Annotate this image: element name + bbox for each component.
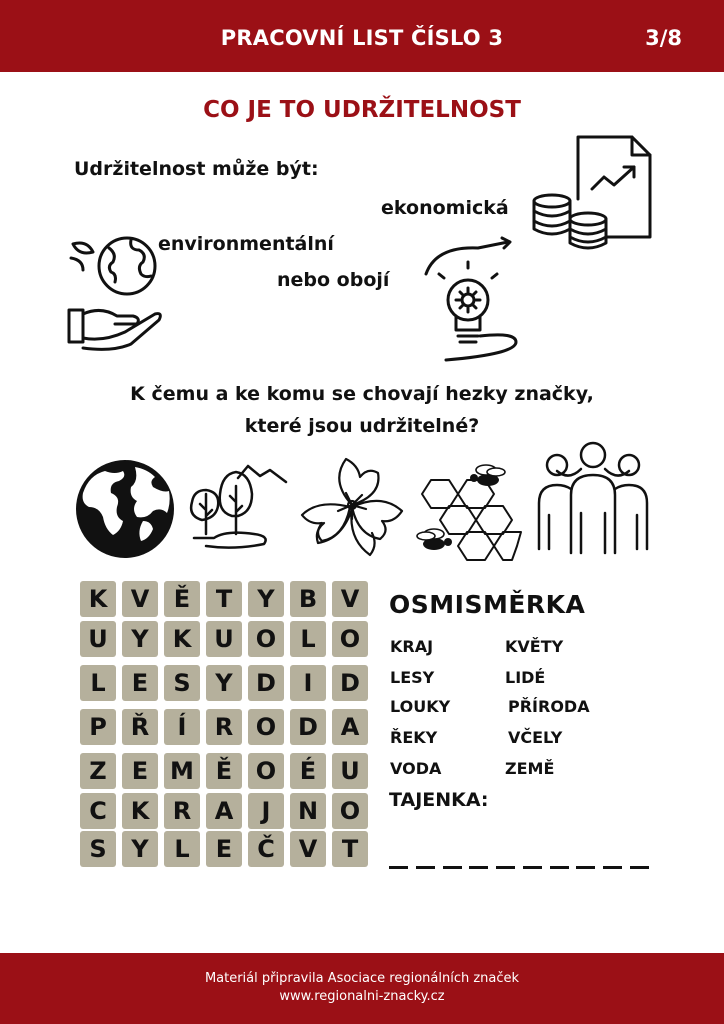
section-heading: CO JE TO UDRŽITELNOST <box>203 97 521 123</box>
grid-cell[interactable]: Y <box>122 621 158 657</box>
header-bar <box>0 0 724 72</box>
grid-cell[interactable]: Y <box>122 831 158 867</box>
idea-bulb-icon <box>422 240 527 362</box>
tajenka-label: TAJENKA: <box>389 789 489 811</box>
grid-cell[interactable]: Ě <box>164 581 200 617</box>
word-item: LOUKY <box>390 697 451 716</box>
grid-cell[interactable]: S <box>164 665 200 701</box>
word-item: VODA <box>390 759 442 778</box>
grid-cell[interactable]: I <box>290 665 326 701</box>
question-line-1: K čemu a ke komu se chovají hezky značky, <box>130 383 594 405</box>
word-item: LESY <box>390 668 435 687</box>
word-item: KRAJ <box>390 637 434 656</box>
grid-cell[interactable]: O <box>248 621 284 657</box>
grid-cell[interactable]: C <box>80 793 116 829</box>
tajenka-answer-blanks[interactable] <box>389 866 649 870</box>
grid-cell[interactable]: E <box>122 753 158 789</box>
word-item: VČELY <box>508 728 563 747</box>
grid-cell[interactable]: P <box>80 709 116 745</box>
grid-cell[interactable]: L <box>80 665 116 701</box>
footer-bar <box>0 953 724 1024</box>
grid-cell[interactable]: L <box>164 831 200 867</box>
grid-cell[interactable]: N <box>290 793 326 829</box>
grid-cell[interactable]: Č <box>248 831 284 867</box>
grid-cell[interactable]: Ě <box>206 753 242 789</box>
word-item: PŘÍRODA <box>508 697 590 716</box>
grid-cell[interactable]: L <box>290 621 326 657</box>
footer-credit: Materiál připravila Asociace regionálních značek <box>204 971 520 986</box>
grid-cell[interactable]: Z <box>80 753 116 789</box>
word-item: ŘEKY <box>390 728 438 747</box>
grid-cell[interactable]: B <box>290 581 326 617</box>
word-item: KVĚTY <box>505 637 564 656</box>
grid-cell[interactable]: K <box>80 581 116 617</box>
grid-cell[interactable]: U <box>206 621 242 657</box>
grid-cell[interactable]: Y <box>248 581 284 617</box>
people-group-icon <box>533 441 653 555</box>
grid-cell[interactable]: O <box>248 753 284 789</box>
grid-cell[interactable]: V <box>332 581 368 617</box>
grid-cell[interactable]: R <box>164 793 200 829</box>
page-number: 3/8 <box>645 26 682 50</box>
type-environmental: environmentální <box>158 233 334 255</box>
grid-cell[interactable]: U <box>80 621 116 657</box>
grid-cell[interactable]: K <box>122 793 158 829</box>
grid-cell[interactable]: E <box>122 665 158 701</box>
intro-text: Udržitelnost může být: <box>74 158 319 180</box>
grid-cell[interactable]: D <box>248 665 284 701</box>
grid-cell[interactable]: D <box>332 665 368 701</box>
grid-cell[interactable]: O <box>248 709 284 745</box>
grid-cell[interactable]: K <box>164 621 200 657</box>
grid-cell[interactable]: A <box>332 709 368 745</box>
word-item: ZEMĚ <box>505 759 555 778</box>
grid-cell[interactable]: U <box>332 753 368 789</box>
grid-cell[interactable]: O <box>332 621 368 657</box>
grid-cell[interactable]: Ř <box>122 709 158 745</box>
type-both: nebo obojí <box>277 269 390 291</box>
grid-cell[interactable]: M <box>164 753 200 789</box>
type-economic: ekonomická <box>381 197 509 219</box>
finance-coins-icon <box>532 133 652 251</box>
grid-cell[interactable]: Y <box>206 665 242 701</box>
grid-cell[interactable]: R <box>206 709 242 745</box>
grid-cell[interactable]: T <box>332 831 368 867</box>
globe-icon <box>73 459 178 559</box>
landscape-trees-icon <box>188 458 293 548</box>
flower-icon <box>296 455 408 565</box>
grid-cell[interactable]: S <box>80 831 116 867</box>
grid-cell[interactable]: O <box>332 793 368 829</box>
grid-cell[interactable]: D <box>290 709 326 745</box>
worksheet-title: PRACOVNÍ LIST ČÍSLO 3 <box>220 26 504 50</box>
grid-cell[interactable]: Í <box>164 709 200 745</box>
grid-cell[interactable]: V <box>290 831 326 867</box>
earth-hand-icon <box>65 228 170 348</box>
footer-website[interactable]: www.regionalni-znacky.cz <box>279 989 445 1004</box>
grid-cell[interactable]: V <box>122 581 158 617</box>
grid-cell[interactable]: É <box>290 753 326 789</box>
grid-cell[interactable]: E <box>206 831 242 867</box>
wordsearch-title: OSMISMĚRKA <box>389 590 586 619</box>
grid-cell[interactable]: J <box>248 793 284 829</box>
question-line-2: které jsou udržitelné? <box>244 415 480 437</box>
word-item: LIDÉ <box>505 668 546 687</box>
bees-honeycomb-icon <box>404 458 524 564</box>
grid-cell[interactable]: A <box>206 793 242 829</box>
grid-cell[interactable]: T <box>206 581 242 617</box>
